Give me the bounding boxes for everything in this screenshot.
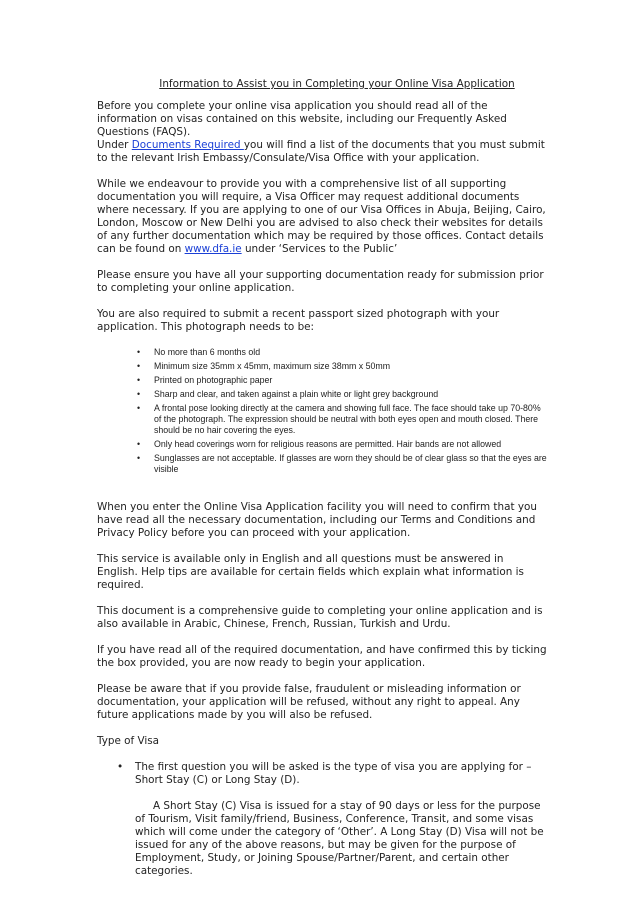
intro-text: Before you complete your online visa application you should read all of the information on visas contained on this website, including our Frequently Asked Questions (FAQS). (97, 100, 507, 138)
bullet-icon: • (137, 402, 141, 413)
bullet-icon: • (137, 452, 141, 463)
type-of-visa-list (97, 761, 547, 787)
intro-under-text: Under (97, 139, 132, 151)
online-facility-paragraph: When you enter the Online Visa Application facility you will need to confirm that you have read all the necessary documentation, including our Terms and Conditions and Privacy Policy before you can proceed with your application. (97, 500, 537, 539)
type-of-visa-bullet-text: The first question you will be asked is the type of visa you are applying for – Short Stay (C) or Long Stay (D). (135, 760, 532, 786)
warning-paragraph: Please be aware that if you provide false, fraudulent or misleading information or documentation, your application will be refused, without any right to appeal. Any future applications made by you will also be refused. (97, 682, 521, 721)
spacer (97, 489, 547, 501)
documents-required-link[interactable]: Documents Required (131, 139, 244, 151)
photo-requirements-list (97, 347, 547, 476)
list-item (137, 347, 547, 358)
document-page (97, 78, 547, 891)
list-item (137, 403, 547, 437)
bullet-icon: • (137, 360, 141, 371)
supporting-docs-paragraph: Please ensure you have all your supporting documentation ready for submission prior to completing your online application. (97, 269, 544, 294)
list-item-text: Minimum size 35mm x 45mm, maximum size 38mm x 50mm (154, 360, 391, 371)
bullet-icon: • (137, 388, 141, 399)
dfa-link[interactable]: www.dfa.ie (184, 243, 242, 255)
list-item-text: No more than 6 months old (154, 347, 261, 357)
list-item (117, 761, 547, 787)
bullet-icon: • (117, 760, 124, 773)
bullet-icon: • (137, 439, 141, 450)
list-item (137, 361, 547, 372)
visa-offices-text: While we endeavour to provide you with a comprehensive list of all supporting documentation you will require, a Visa Officer may request additional documents where necessary. If you are applying to one of our Visa Offices in Abuja, Beijing, Cairo, London, Moscow or New Delhi you are advised to also check their websites for details of any further documentation which may be required by those offices. Contact details can be found on (97, 178, 546, 255)
visa-types-detail-paragraph: A Short Stay (C) Visa is issued for a stay of 90 days or less for the purpose of Tourism, Visit family/friend, Business, Conference, Transit, and some visas which will come under the category of ‘Other’. A Long Stay (D) Visa will not be issued for any of the above reasons, but may be given for the purpose of Employment, Study, or Joining Spouse/Partner/Parent, and certain other categories. (135, 799, 544, 877)
visa-offices-after-link-text: under ‘Services to the Public’ (241, 243, 398, 255)
list-item-text: Sharp and clear, and taken against a plain white or light grey background (154, 388, 439, 399)
list-item-text: Printed on photographic paper (154, 374, 273, 385)
languages-paragraph: This document is a comprehensive guide to completing your online application and is also available in Arabic, Chinese, French, Russian, Turkish and Urdu. (97, 604, 543, 630)
intro-paragraph (97, 100, 547, 165)
english-only-paragraph: This service is available only in English and all questions must be answered in English. Help tips are available for certain fields which explain what information is required. (97, 552, 524, 591)
type-of-visa-heading: Type of Visa (97, 734, 160, 747)
page-title: Information to Assist you in Completing your Online Visa Application (159, 78, 515, 90)
bullet-icon: • (137, 347, 141, 357)
list-item-text: A frontal pose looking directly at the camera and showing full face. The face should take up 70-80% of the photograph. The expression should be neutral with both eyes open and mouth closed. There should be no hair covering the eyes. (154, 402, 541, 436)
photograph-paragraph: You are also required to submit a recent passport sized photograph with your application. This photograph needs to be: (97, 308, 500, 333)
list-item (137, 439, 547, 450)
ready-paragraph: If you have read all of the required documentation, and have confirmed this by ticking the box provided, you are now ready to begin your application. (97, 643, 547, 669)
list-item (137, 453, 547, 476)
list-item-text: Only head coverings worn for religious reasons are permitted. Hair bands are not allowed (154, 439, 502, 450)
visa-offices-paragraph (97, 178, 547, 256)
list-item (137, 389, 547, 400)
bullet-icon: • (137, 374, 141, 385)
list-item (137, 375, 547, 386)
intro-after-link-text: you will find a list of the documents that you must submit to the relevant Irish Embassy/Consulate/Visa Office with your application. (97, 139, 545, 164)
list-item-text: Sunglasses are not acceptable. If glasses are worn they should be of clear glass so that the eyes are visible (154, 452, 547, 475)
